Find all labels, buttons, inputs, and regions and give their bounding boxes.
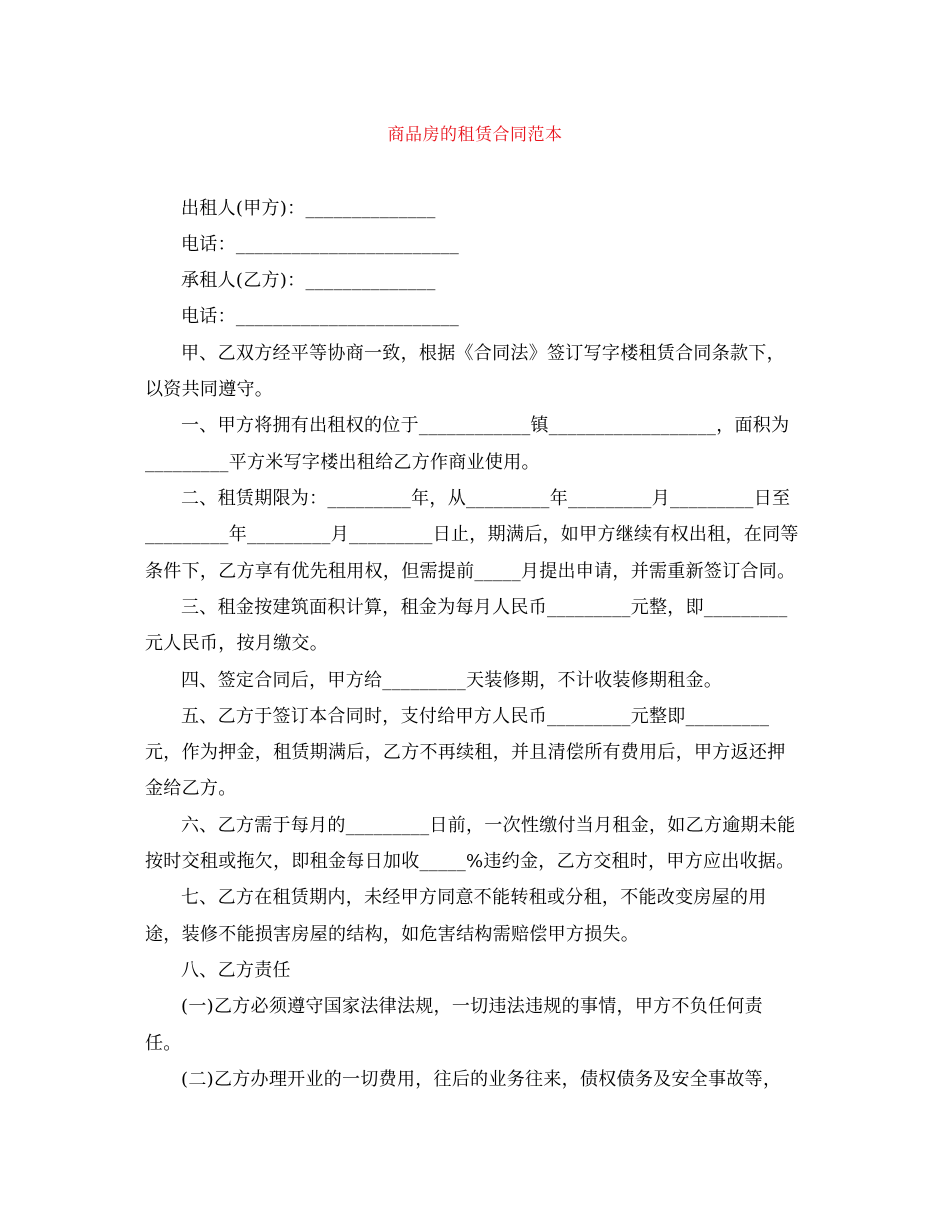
- lessor-line: 出租人(甲方)：______________: [181, 198, 436, 219]
- lessor-phone-line: 电话：________________________: [181, 234, 460, 255]
- clause-6-line-2: 按时交租或拖欠，即租金每日加收_____%违约金，乙方交租时，甲方应出收据。: [145, 851, 795, 872]
- clause-8-1-line-2: 任。: [145, 1033, 182, 1054]
- clause-2-line-2: _________年_________月_________日止，期满后，如甲方继续有权出租，在同等: [145, 524, 799, 545]
- clause-8-heading: 八、乙方责任: [181, 960, 291, 981]
- lessee-phone-line: 电话：________________________: [181, 306, 460, 327]
- lessee-line: 承租人(乙方)：______________: [181, 270, 436, 291]
- clause-7-line-2: 途，装修不能损害房屋的结构，如危害结构需赔偿甲方损失。: [145, 924, 640, 945]
- clause-1-line-1: 一、甲方将拥有出租权的位于____________镇__________________，面积为: [181, 415, 790, 436]
- clause-5-line-2: 元，作为押金，租赁期满后，乙方不再续租，并且清偿所有费用后，甲方返还押: [145, 742, 786, 763]
- clause-8-2-line-1: (二)乙方办理开业的一切费用，往后的业务往来，债权债务及安全事故等，: [181, 1069, 782, 1090]
- clause-4-line-1: 四、签定合同后，甲方给_________天装修期，不计收装修期租金。: [181, 670, 723, 691]
- preamble-line-2: 以资共同遵守。: [145, 379, 274, 400]
- clause-5-line-3: 金给乙方。: [145, 778, 237, 799]
- clause-8-1-line-1: (一)乙方必须遵守国家法律法规，一切违法违规的事情，甲方不负任何责: [181, 996, 763, 1017]
- clause-5-line-1: 五、乙方于签订本合同时，支付给甲方人民币_________元整即_________: [181, 706, 770, 727]
- clause-2-line-3: 条件下，乙方享有优先租用权，但需提前_____月提出申请，并需重新签订合同。: [145, 561, 796, 582]
- preamble-line-1: 甲、乙双方经平等协商一致，根据《合同法》签订写字楼租赁合同条款下，: [181, 343, 785, 364]
- clause-1-line-2: _________平方米写字楼出租给乙方作商业使用。: [145, 452, 540, 473]
- clause-7-line-1: 七、乙方在租赁期内，未经甲方同意不能转租或分租，不能改变房屋的用: [181, 887, 767, 908]
- clause-6-line-1: 六、乙方需于每月的_________日前，一次性缴付当月租金，如乙方逾期未能: [181, 815, 796, 836]
- clause-2-line-1: 二、租赁期限为：_________年，从_________年_________月_________日至: [181, 488, 791, 509]
- document-title: 商品房的租赁合同范本: [387, 125, 563, 145]
- clause-3-line-1: 三、租金按建筑面积计算，租金为每月人民币_________元整，即_________: [181, 597, 788, 618]
- clause-3-line-2: 元人民币，按月缴交。: [145, 633, 328, 654]
